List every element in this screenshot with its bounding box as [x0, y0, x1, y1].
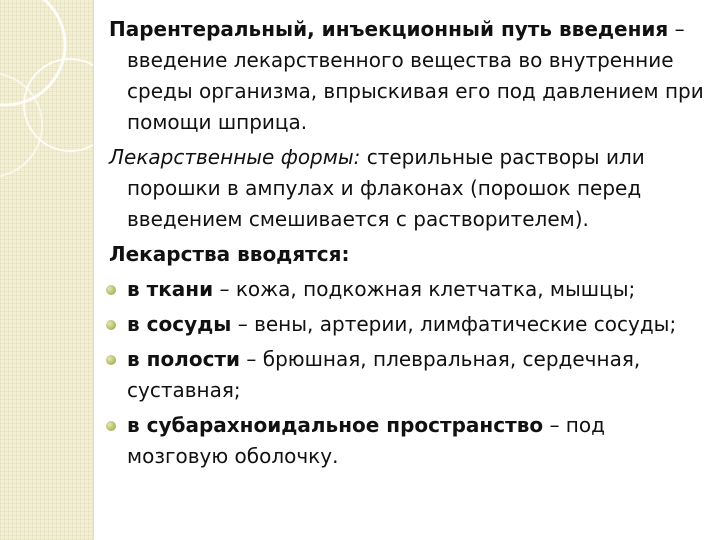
slide-content [109, 14, 709, 476]
intro-term: Парентеральный, инъекционный путь введения [109, 17, 669, 41]
decorative-side-band [0, 0, 93, 540]
bullet-icon [106, 421, 116, 431]
band-divider [93, 0, 94, 540]
list-item [109, 344, 709, 406]
route-detail: – брюшная, плевральная, сердечная, суставная; [127, 347, 641, 402]
forms-text: стерильные растворы или порошки в ампулах и флаконах (порошок перед введением смешивается с растворителем). [127, 145, 645, 231]
forms-paragraph [109, 142, 709, 235]
route-term: в субарахноидальное пространство [127, 413, 544, 437]
list-item [109, 410, 709, 472]
bullet-icon [106, 320, 116, 330]
list-item [109, 274, 709, 305]
route-term: в сосуды [127, 312, 232, 336]
route-detail: – вены, артерии, лимфатические сосуды; [231, 312, 677, 336]
route-detail: – кожа, подкожная клетчатка, мышцы; [213, 277, 636, 301]
forms-label: Лекарственные формы: [109, 145, 361, 169]
administration-heading: Лекарства вводятся: [109, 242, 350, 266]
list-item [109, 309, 709, 340]
routes-list [109, 274, 709, 472]
route-term: в ткани [127, 277, 214, 301]
route-term: в полости [127, 347, 241, 371]
route-detail: – под мозговую оболочку. [127, 413, 605, 468]
decorative-circles-icon [0, 0, 93, 540]
intro-definition: – введение лекарственного вещества во внутренние среды организма, впрыскивая его под давлением при помощи шприца. [127, 17, 704, 134]
bullet-icon [106, 355, 116, 365]
intro-paragraph [109, 14, 709, 138]
bullet-icon [106, 285, 116, 295]
